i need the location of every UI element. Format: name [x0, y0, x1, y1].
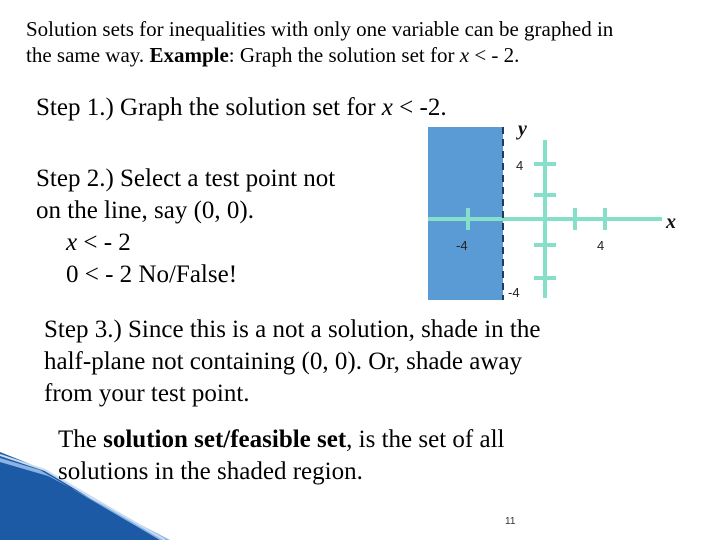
- conclusion-line-2: solutions in the shaded region.: [58, 458, 363, 485]
- step-3-line-3: from your test point.: [44, 380, 250, 407]
- intro-text-part: : Graph the solution set for: [228, 43, 460, 67]
- step-2-line-1: Step 2.) Select a test point not: [36, 165, 336, 192]
- tick-label-x-4: 4: [597, 238, 605, 253]
- variable-x: x: [381, 94, 393, 121]
- intro-text-part: < - 2.: [469, 43, 520, 67]
- step-3-line-1: Step 3.) Since this is a not a solution, shade in the: [44, 316, 541, 343]
- variable-x: x: [66, 229, 78, 256]
- tick-label-y-4: 4: [516, 158, 524, 173]
- tick-label-y-neg-4: -4: [508, 285, 520, 300]
- conclusion: [58, 424, 504, 488]
- step-2-text: < - 2: [77, 229, 131, 256]
- conclusion-text: , is the set of all: [346, 426, 505, 453]
- intro-text-part: the same way.: [26, 43, 150, 67]
- step-2-line-2: on the line, say (0, 0).: [36, 197, 255, 224]
- example-label: Example: [149, 43, 229, 67]
- solution-set-term: solution set/feasible set: [103, 426, 347, 453]
- step-2-line-4: 0 < - 2 No/False!: [66, 261, 238, 288]
- y-axis-label: y: [518, 118, 527, 140]
- intro-line-1: Solution sets for inequalities with only one variable can be graphed in: [26, 17, 614, 41]
- slide-number: 11: [505, 516, 516, 527]
- variable-x: x: [459, 43, 470, 67]
- conclusion-text: The: [58, 426, 104, 453]
- step-1-text: Step 1.) Graph the solution set for: [36, 94, 382, 121]
- step-3-line-2: half-plane not containing (0, 0). Or, shade away: [44, 348, 523, 375]
- step-1-text: < -2.: [392, 94, 447, 121]
- x-axis-label: x: [666, 211, 676, 233]
- tick-label-x-neg-4: -4: [456, 238, 468, 253]
- conclusion-line-1: [58, 424, 504, 456]
